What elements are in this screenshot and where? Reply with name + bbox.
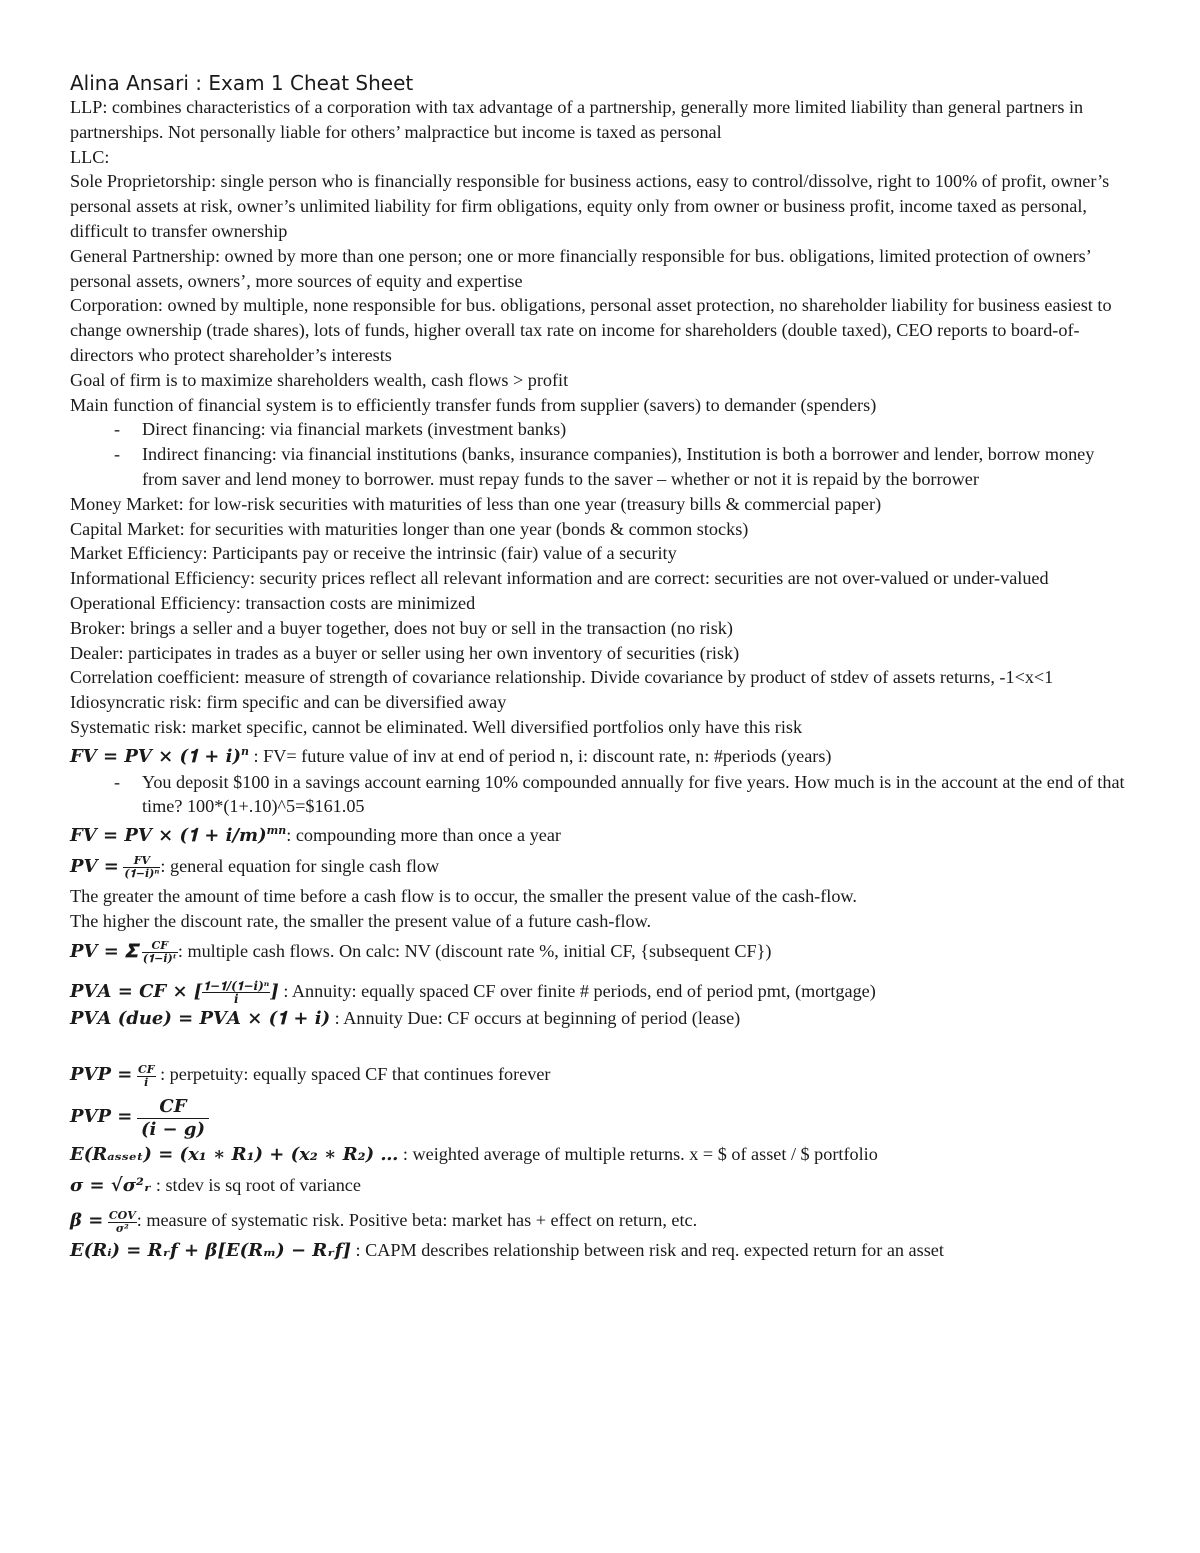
fraction-denominator: 𝒊 (144, 1075, 149, 1089)
formula-beta-fraction (108, 1210, 137, 1235)
formula-fv-exponent: 𝒏 (240, 744, 249, 758)
fraction-denominator: (𝟏−𝒊)ⁿ (124, 867, 160, 881)
fraction-numerator: 𝑪𝑶𝑽 (108, 1208, 136, 1222)
formula-beta-row (70, 1203, 1132, 1238)
bullet-text: You deposit $100 in a savings account earning 10% compounded annually for five years. How much is in the account at the end of that time? 100*(1+.10)^5=$161.05 (142, 771, 1125, 817)
formula-pv-multi-lhs: 𝑷𝑽 = 𝚺 (70, 940, 138, 962)
fraction-numerator: 𝑪𝑭 (137, 1096, 209, 1119)
para-llc: LLC: (70, 146, 110, 167)
formula-pv-row (70, 849, 1132, 884)
formula-fv-desc: : FV= future value of inv at end of period n, i: discount rate, n: #periods (years) (248, 745, 832, 766)
formula-pva-lhs: 𝑷𝑽𝑨 = 𝑪𝑭 × [ (70, 980, 203, 1002)
formula-pvp-lhs: 𝑷𝑽𝑷 = (70, 1064, 133, 1086)
fraction-numerator: 𝑭𝑽 (123, 855, 160, 868)
bullet-dash: - (114, 419, 121, 440)
formula-sigma: 𝝈 = √𝝈²ᵣ (70, 1175, 152, 1197)
para-llp: LLP: combines characteristics of a corporation with tax advantage of a partnership, generally more limited liability than general partners in partnerships. Not personally liable for others’ malpractice but income is taxed as personal (70, 97, 1084, 142)
formula-sigma-row (70, 1168, 1132, 1203)
formula-pv-desc: : general equation for single cash flow (160, 856, 440, 877)
formula-fvm-desc: : compounding more than once a year (286, 825, 561, 846)
blank-line (70, 1031, 1132, 1057)
para-market-efficiency: Market Efficiency: Participants pay or receive the intrinsic (fair) value of a security (70, 543, 677, 564)
bullet-text: Indirect financing: via financial institutions (banks, insurance companies), Institution is both a borrower and lender, borrow money from saver and lend money to borrower. must repay funds to the saver – whether or not it is repaid by the borrower (142, 444, 1095, 489)
formula-beta-lhs: 𝜷 = (70, 1210, 104, 1232)
fraction-numerator: 𝑪𝑭 (142, 940, 178, 953)
formula-pvp-growth-row (70, 1092, 1132, 1142)
para-idiosyncratic-risk: Idiosyncratic risk: firm specific and can be diversified away (70, 692, 507, 713)
bullet-dash: - (114, 771, 121, 792)
para-greater-time: The greater the amount of time before a cash flow is to occur, the smaller the present value of the cash-flow. (70, 886, 857, 907)
bullet-indirect-financing (70, 442, 1132, 492)
formula-pva-due-desc: : Annuity Due: CF occurs at beginning of period (lease) (330, 1007, 741, 1028)
formula-fvm-row (70, 819, 1132, 849)
formula-fvm-exponent: 𝒎𝒏 (266, 824, 287, 838)
para-dealer: Dealer: participates in trades as a buyer or seller using her own inventory of securities (risk) (70, 642, 740, 663)
formula-fvm: 𝑭𝑽 = 𝑷𝑽 × (𝟏 + 𝒊/𝒎) (70, 825, 267, 847)
fraction-numerator: 𝟏−𝟏/(𝟏−𝒊)ⁿ (203, 978, 270, 993)
formula-expected-return-row (70, 1142, 1132, 1168)
formula-capm-desc: : CAPM describes relationship between risk and req. expected return for an asset (350, 1240, 944, 1261)
formula-pv-lhs: 𝑷𝑽 = (70, 856, 119, 878)
formula-pva-rhs: ] (270, 980, 279, 1002)
formula-pvp-fraction (137, 1064, 156, 1089)
para-higher-rate: The higher the discount rate, the smaller the present value of a future cash-flow. (70, 910, 652, 931)
para-systematic-risk: Systematic risk: market specific, cannot be eliminated. Well diversified portfolios only have this risk (70, 716, 803, 737)
para-money-market: Money Market: for low-risk securities with maturities of less than one year (treasury bills & commercial paper) (70, 493, 882, 514)
document-body (70, 71, 1132, 1264)
formula-expected-return-desc: : weighted average of multiple returns. x = $ of asset / $ portfolio (398, 1144, 878, 1165)
para-operational-efficiency: Operational Efficiency: transaction costs are minimized (70, 592, 476, 613)
para-correlation: Correlation coefficient: measure of strength of covariance relationship. Divide covariance by product of stdev of assets returns, -1<x<1 (70, 667, 1054, 688)
formula-pvp-growth-lhs: 𝑷𝑽𝑷 = (70, 1106, 133, 1128)
formula-expected-return: 𝑬(𝑹ₐₛₛₑₜ) = (𝒙₁ ∗ 𝑹₁) + (𝒙₂ ∗ 𝑹₂) … (70, 1144, 399, 1166)
formula-pva-due: 𝑷𝑽𝑨 (𝒅𝒖𝒆) = 𝑷𝑽𝑨 × (𝟏 + 𝒊) (70, 1007, 331, 1029)
formula-pva-fraction (202, 980, 270, 1005)
fraction-denominator: 𝒊 (234, 991, 239, 1006)
bullet-text: Direct financing: via financial markets (investment banks) (142, 419, 567, 440)
formula-sigma-desc: : stdev is sq root of variance (151, 1175, 361, 1196)
formula-pva-desc: : Annuity: equally spaced CF over finite # periods, end of period pmt, (mortgage) (278, 980, 876, 1001)
formula-capm-row (70, 1238, 1132, 1264)
formula-pv-multi-fraction (142, 940, 178, 965)
para-main-function: Main function of financial system is to efficiently transfer funds from supplier (savers) to demander (spenders) (70, 394, 877, 415)
fraction-denominator: 𝝈² (115, 1221, 129, 1235)
fraction-numerator: 𝑪𝑭 (137, 1062, 155, 1076)
formula-pv-multi-desc: : multiple cash flows. On calc: NV (discount rate %, initial CF, {subsequent CF}) (177, 940, 772, 961)
para-capital-market: Capital Market: for securities with maturities longer than one year (bonds & common stocks) (70, 518, 749, 539)
formula-beta-desc: : measure of systematic risk. Positive beta: market has + effect on return, etc. (136, 1210, 698, 1231)
formula-pvp-growth-fraction (137, 1096, 209, 1141)
formula-pvp-row (70, 1057, 1132, 1092)
formula-capm: 𝑬(𝑹ᵢ) = 𝑹ᵣ𝒇 + 𝜷[𝑬(𝑹ₘ) − 𝑹ᵣ𝒇] (70, 1240, 351, 1262)
para-informational-efficiency: Informational Efficiency: security prices reflect all relevant information and are correct: securities are not over-valued or under-valued (70, 568, 1049, 589)
para-goal-of-firm: Goal of firm is to maximize shareholders wealth, cash flows > profit (70, 369, 569, 390)
para-corporation: Corporation: owned by multiple, none responsible for bus. obligations, personal asset protection, no shareholder liability for business easiest to change ownership (trade shares), lots of funds, higher overall tax rate on income for shareholders (double taxed), CEO reports to board-of-directors who protect shareholder’s interests (70, 295, 1112, 365)
formula-pv-multi-row (70, 934, 1132, 969)
fraction-denominator: (𝒊 − 𝒈) (140, 1118, 206, 1140)
para-broker: Broker: brings a seller and a buyer together, does not buy or sell in the transaction (no risk) (70, 617, 733, 638)
formula-fv: 𝑭𝑽 = 𝑷𝑽 × (𝟏 + 𝒊) (70, 745, 241, 767)
bullet-fv-example (70, 770, 1132, 820)
formula-fv-row (70, 740, 1132, 770)
bullet-direct-financing (70, 417, 1132, 442)
bullet-dash: - (114, 444, 121, 465)
para-sole-proprietorship: Sole Proprietorship: single person who is financially responsible for business actions, easy to control/dissolve, right to 100% of profit, owner’s personal assets at risk, owner’s unlimited liability for firm obligations, equity only from owner or business profit, income taxed as personal, difficult to transfer ownership (70, 171, 1110, 241)
formula-pvp-desc: : perpetuity: equally spaced CF that continues forever (155, 1064, 551, 1085)
formula-pv-fraction (123, 855, 160, 880)
document-title: Alina Ansari : Exam 1 Cheat Sheet (70, 71, 414, 95)
fraction-denominator: (𝟏−𝒊)ᵗ (142, 951, 177, 965)
formula-pva-due-row (70, 1006, 1132, 1032)
para-general-partnership: General Partnership: owned by more than one person; one or more financially responsible for bus. obligations, limited protection of owners’ personal assets, owners’, more sources of equity and expertise (70, 245, 1091, 291)
